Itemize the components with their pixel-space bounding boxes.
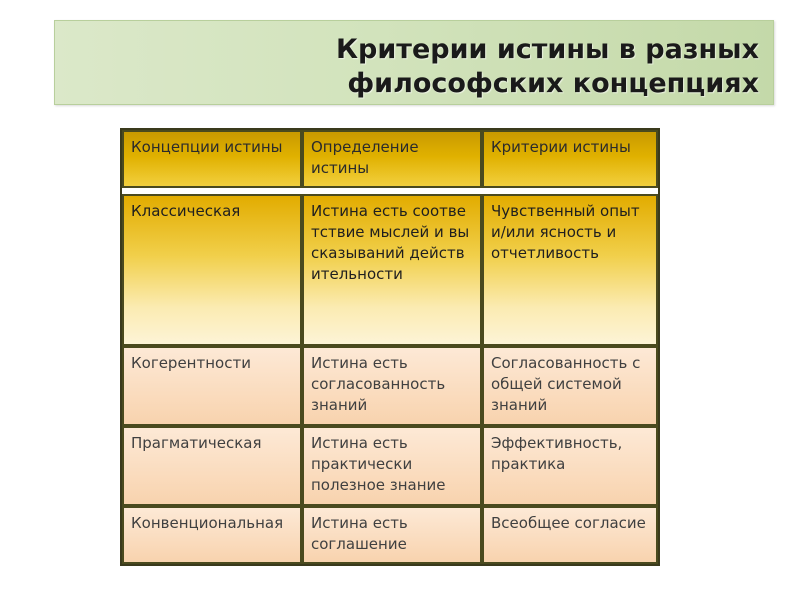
table-cell-concept bbox=[122, 426, 302, 506]
table-cell-criteria bbox=[482, 426, 658, 506]
header-label: Концепции истины bbox=[131, 138, 283, 156]
table-cell-concept bbox=[122, 346, 302, 426]
table-cell-concept bbox=[122, 506, 302, 564]
table-cell-criteria bbox=[482, 346, 658, 426]
table-cell-definition bbox=[302, 506, 482, 564]
cell-text: Всеобщее согласие bbox=[491, 514, 646, 532]
table-cell-definition bbox=[302, 346, 482, 426]
cell-text: Чувственный опыт и/или ясность и отчетливость bbox=[491, 202, 640, 262]
slide-title: Критерии истины в разных философских концепциях bbox=[335, 34, 759, 99]
cell-text: Прагматическая bbox=[131, 434, 262, 452]
cell-text: Конвенциональная bbox=[131, 514, 284, 532]
header-cell-criteria bbox=[482, 130, 658, 188]
table-cell-criteria bbox=[482, 194, 658, 346]
cell-text: Когерентности bbox=[131, 354, 251, 372]
title-banner bbox=[54, 20, 774, 105]
header-label: Критерии истины bbox=[491, 138, 631, 156]
header-label: Определение истины bbox=[311, 138, 419, 177]
cell-text: Истина есть соответствие мыслей и высказываний действительности bbox=[311, 202, 470, 283]
header-cell-concepts bbox=[122, 130, 302, 188]
cell-text: Согласованность с общей системой знаний bbox=[491, 354, 641, 414]
cell-text: Эффективность, практика bbox=[491, 434, 623, 473]
table-cell-criteria bbox=[482, 506, 658, 564]
truth-criteria-table bbox=[120, 128, 660, 566]
table-cell-definition bbox=[302, 194, 482, 346]
cell-text: Истина есть практически полезное знание bbox=[311, 434, 446, 494]
cell-text: Истина есть согласованность знаний bbox=[311, 354, 446, 414]
header-cell-definition bbox=[302, 130, 482, 188]
cell-text: Классическая bbox=[131, 202, 241, 220]
table-cell-concept bbox=[122, 194, 302, 346]
table-cell-definition bbox=[302, 426, 482, 506]
cell-text: Истина есть соглашение bbox=[311, 514, 408, 553]
